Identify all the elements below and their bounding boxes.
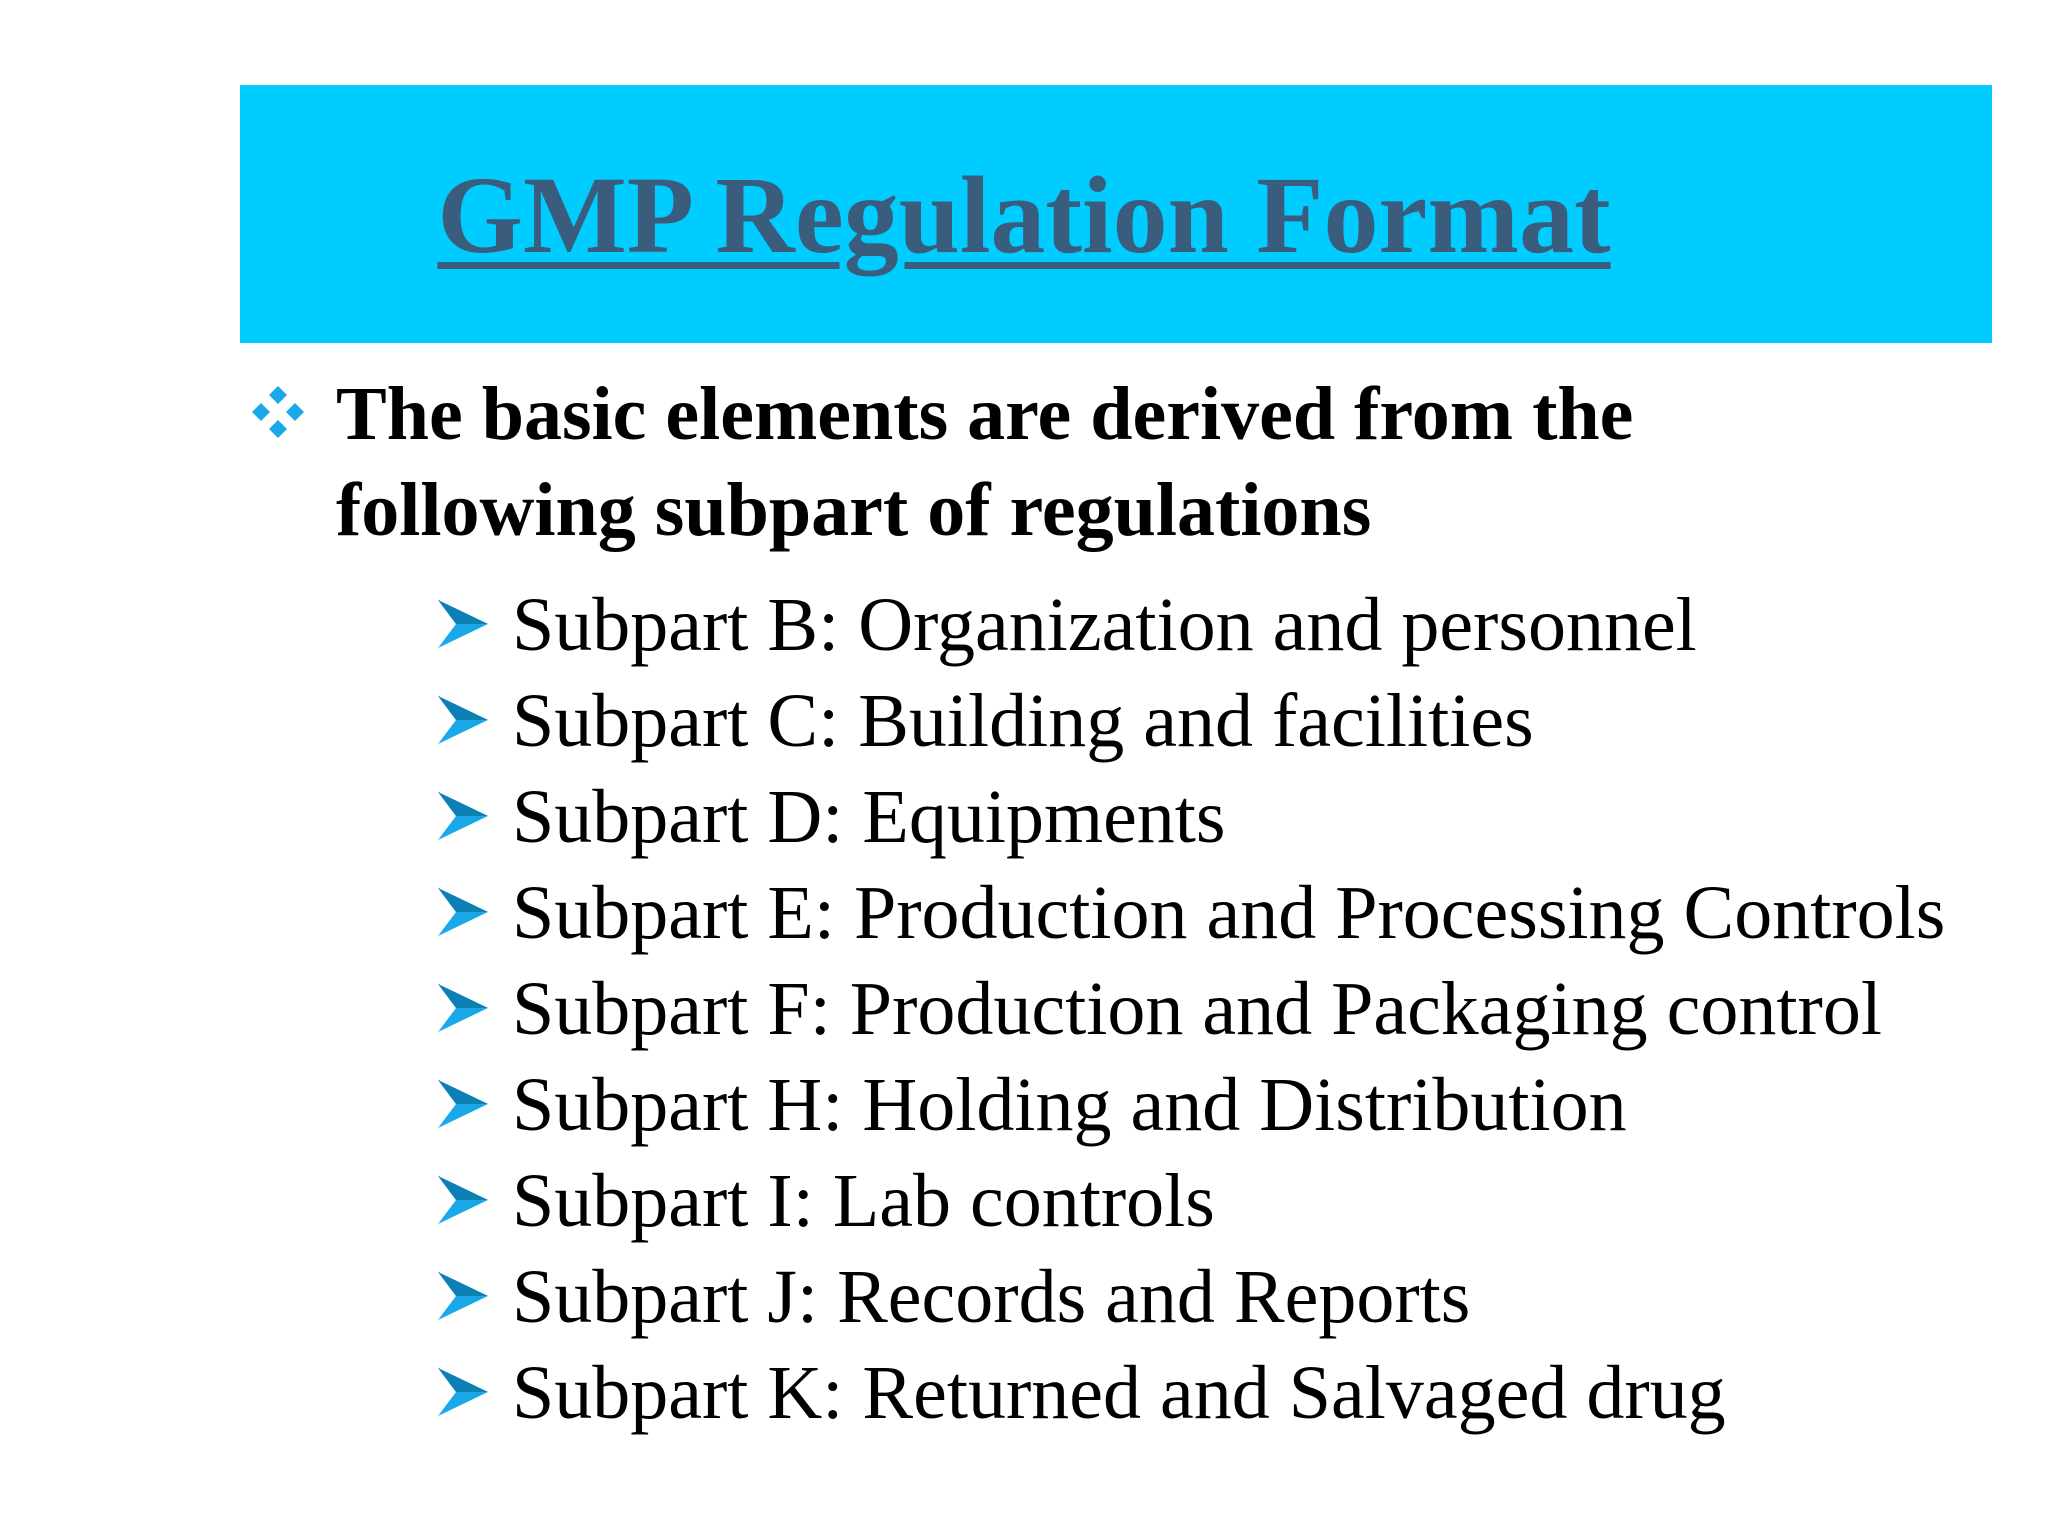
slide-title: GMP Regulation Format xyxy=(437,154,1611,276)
list-item-text: Subpart B: Organization and personnel xyxy=(512,583,1697,667)
arrow-right-icon xyxy=(436,1077,490,1131)
arrow-right-icon xyxy=(436,693,490,747)
arrow-right-icon xyxy=(436,981,490,1035)
list-item-text: Subpart C: Building and facilities xyxy=(512,679,1534,763)
arrow-right-icon xyxy=(436,789,490,843)
list-item-text: Subpart K: Returned and Salvaged drug xyxy=(512,1351,1726,1435)
list-item xyxy=(436,865,2036,961)
arrow-right-icon xyxy=(436,597,490,651)
diamond-cluster-icon xyxy=(248,382,308,442)
arrow-right-icon xyxy=(436,1173,490,1227)
list-item-text: Subpart H: Holding and Distribution xyxy=(512,1063,1627,1147)
list-item xyxy=(436,769,2036,865)
list-item xyxy=(436,1057,2036,1153)
arrow-right-icon xyxy=(436,885,490,939)
main-bullet-text: The basic elements are derived from the following subpart of regulations xyxy=(336,372,1634,552)
subpart-list xyxy=(436,577,2036,1441)
list-item-text: Subpart F: Production and Packaging control xyxy=(512,967,1882,1051)
list-item xyxy=(436,1345,2036,1441)
list-item xyxy=(436,673,2036,769)
list-item-text: Subpart D: Equipments xyxy=(512,775,1226,859)
arrow-right-icon xyxy=(436,1365,490,1419)
list-item xyxy=(436,1249,2036,1345)
list-item-text: Subpart I: Lab controls xyxy=(512,1159,1215,1243)
list-item-text: Subpart J: Records and Reports xyxy=(512,1255,1471,1339)
list-item xyxy=(436,961,2036,1057)
arrow-right-icon xyxy=(436,1269,490,1323)
list-item xyxy=(436,577,2036,673)
list-item xyxy=(436,1153,2036,1249)
list-item-text: Subpart E: Production and Processing Controls xyxy=(512,871,1946,955)
